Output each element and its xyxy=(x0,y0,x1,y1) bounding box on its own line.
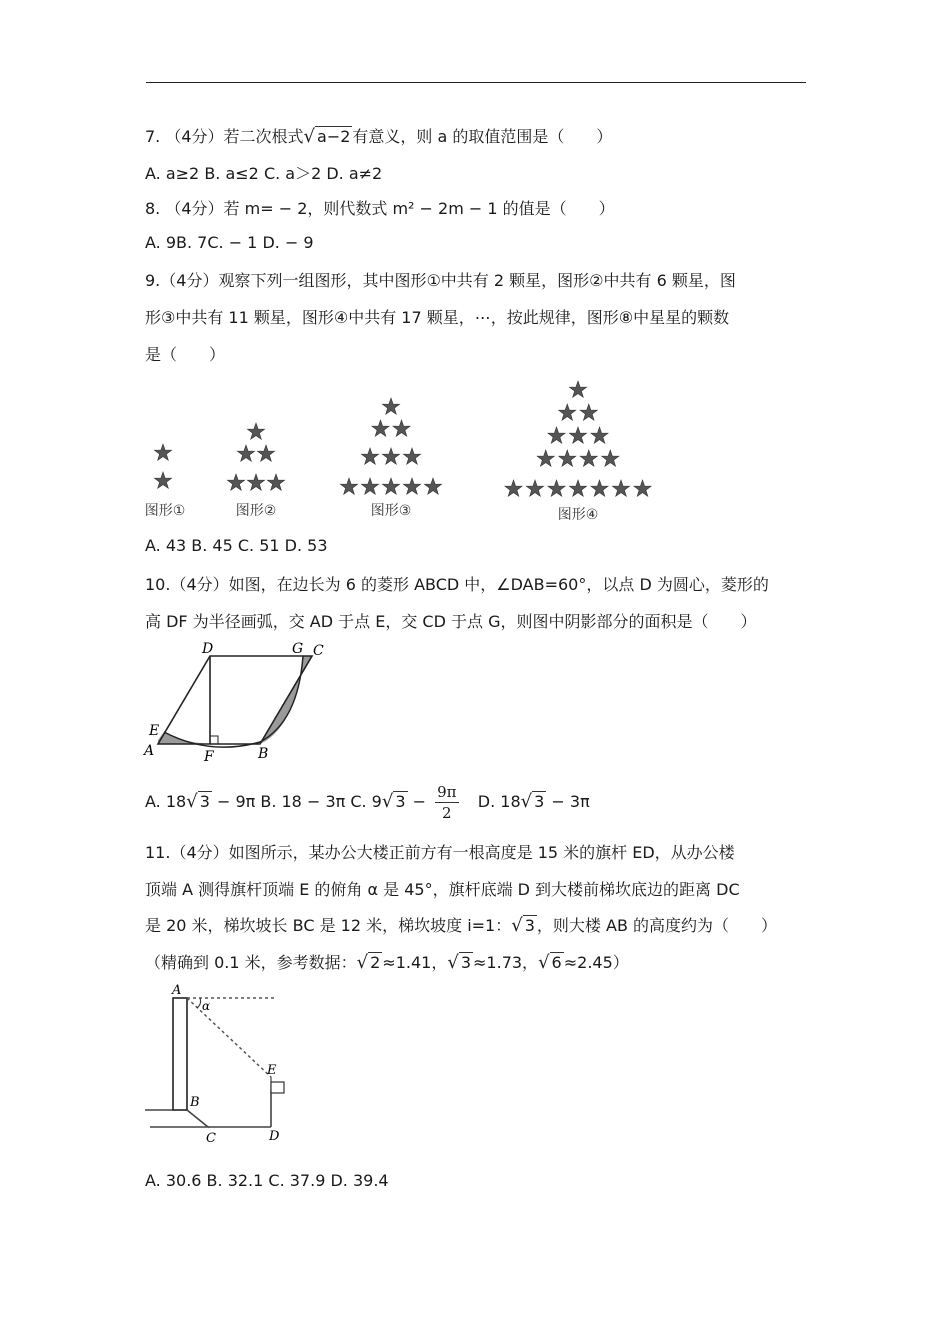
star-icon xyxy=(602,450,619,466)
star-icon xyxy=(403,478,420,494)
q10-sqrt-d: 3 xyxy=(534,792,545,811)
label-D: D xyxy=(202,641,214,657)
star-icon xyxy=(154,444,171,460)
rhombus-figure xyxy=(140,638,340,766)
star-icon xyxy=(403,448,420,464)
star-icon xyxy=(591,480,608,496)
q10-stem-line2: 高 DF 为半径画弧，交 AD 于点 E，交 CD 于点 G，则图中阴影部分的面积是（ ） xyxy=(145,612,757,631)
q7-stem-post: 有意义，则 a 的取值范围是（ ） xyxy=(352,127,613,146)
q11-stem-line3 xyxy=(145,913,777,936)
depression-sightline-ae xyxy=(187,998,271,1077)
radical-sign: √ xyxy=(520,791,533,812)
header-rule xyxy=(146,82,806,83)
q11-options: A. 30.6 B. 32.1 C. 37.9 D. 39.4 xyxy=(145,1171,389,1190)
right-angle-mark xyxy=(210,736,218,744)
star-icon xyxy=(580,404,597,420)
figure-4-stars xyxy=(505,381,651,496)
q11-stem-line1: 11.（4分）如图所示，某办公大楼正前方有一根高度是 15 米的旗杆 ED，从办公楼 xyxy=(145,843,735,862)
q11-l3-post: ，则大楼 AB 的高度约为（ ） xyxy=(536,916,778,935)
star-icon xyxy=(382,398,399,414)
star-icon xyxy=(237,445,254,461)
shaded-region-left xyxy=(158,732,210,744)
label-G: G xyxy=(292,641,304,657)
star-icon xyxy=(580,450,597,466)
flag xyxy=(271,1082,284,1093)
radical-sign: √ xyxy=(356,952,369,973)
star-icon xyxy=(569,427,586,443)
q8-stem: 8. （4分）若 m= − 2，则代数式 m² − 2m − 1 的值是（ ） xyxy=(145,199,615,218)
q11-sqrt6: 6 xyxy=(551,953,562,972)
q11-stem-line4 xyxy=(145,950,629,973)
star-icon xyxy=(247,474,264,490)
star-icon xyxy=(505,480,522,496)
q11-l4-c: ≈1.73， xyxy=(473,953,539,972)
label-C: C xyxy=(313,643,324,659)
star-icon xyxy=(548,480,565,496)
q9-stem-line2: 形③中共有 11 颗星，图形④中共有 17 颗星，⋯，按此规律，图形⑧中星星的颗数 xyxy=(145,308,730,327)
star-icon xyxy=(537,450,554,466)
star-icon xyxy=(267,474,284,490)
fraction-9pi-over-2 xyxy=(435,782,458,823)
q11-l3-pre: 是 20 米，梯坎坡长 BC 是 12 米，梯坎坡度 i=1： xyxy=(145,916,512,935)
q10-opt-c-mid: − xyxy=(407,792,432,811)
star-icon xyxy=(361,478,378,494)
q10-opt-d-post: − 3π xyxy=(546,792,590,811)
q8-options: A. 9B. 7C. − 1 D. − 9 xyxy=(145,233,314,252)
star-icon xyxy=(382,478,399,494)
figure-1-label: 图形① xyxy=(144,503,186,519)
radical-sign: √ xyxy=(186,791,198,812)
star-icon xyxy=(257,445,274,461)
figure-2-stars xyxy=(227,423,284,490)
label-C: C xyxy=(206,1131,216,1146)
figure-3-label: 图形③ xyxy=(370,503,412,519)
q7-radicand: a−2 xyxy=(317,127,351,146)
radical-sign: √ xyxy=(538,952,550,973)
q7-stem-pre: 7. （4分）若二次根式 xyxy=(145,127,304,146)
q7-stem xyxy=(145,124,612,147)
frac-numerator: 9π xyxy=(437,783,457,801)
q10-opt-d-pre: D. 18 xyxy=(477,792,521,811)
radical-sign: √ xyxy=(511,915,523,936)
star-icon xyxy=(372,420,389,436)
q10-sqrt-c: 3 xyxy=(395,792,406,811)
q10-options xyxy=(145,782,590,823)
figure-3-stars xyxy=(340,398,441,494)
star-icon xyxy=(634,480,651,496)
star-icon xyxy=(559,450,576,466)
label-D: D xyxy=(269,1129,280,1144)
arc-eg xyxy=(164,656,303,747)
radical-sign: √ xyxy=(447,952,459,973)
star-icon xyxy=(382,448,399,464)
q11-l4-b: ≈1.41， xyxy=(382,953,448,972)
q11-stem-line2: 顶端 A 测得旗杆顶端 E 的俯角 α 是 45°，旗杆底端 D 到大楼前梯坎底边的距离 DC xyxy=(145,880,740,899)
q10-opt-a-pre: A. 18 xyxy=(145,792,187,811)
label-B: B xyxy=(258,746,269,762)
q9-options: A. 43 B. 45 C. 51 D. 53 xyxy=(145,536,328,555)
star-icon xyxy=(154,472,171,488)
star-icon xyxy=(559,404,576,420)
star-icon xyxy=(526,480,543,496)
q11-sqrt3-slope: 3 xyxy=(524,916,535,935)
star-icon xyxy=(393,420,410,436)
star-icon xyxy=(247,423,264,439)
star-icon xyxy=(612,480,629,496)
star-icon xyxy=(361,448,378,464)
label-E: E xyxy=(267,1063,277,1078)
step-slope-bc xyxy=(150,1110,208,1127)
q10-opt-a-post: − 9π B. 18 − 3π C. 9 xyxy=(211,792,382,811)
label-B: B xyxy=(190,1095,200,1110)
building-ab xyxy=(173,998,187,1110)
star-icon xyxy=(340,478,357,494)
frac-denominator: 2 xyxy=(442,804,452,822)
star-icon xyxy=(569,381,586,397)
label-A: A xyxy=(144,743,155,759)
figure-2-label: 图形② xyxy=(235,503,277,519)
radical-sign: √ xyxy=(303,126,316,147)
star-icon xyxy=(548,427,565,443)
q9-stem-line1: 9.（4分）观察下列一组图形，其中图形①中共有 2 颗星，图形②中共有 6 颗星，图 xyxy=(145,271,736,290)
figure-1-stars xyxy=(154,444,171,488)
star-icon xyxy=(591,427,608,443)
star-icon xyxy=(227,474,244,490)
q9-stem-line3: 是（ ） xyxy=(145,345,226,364)
label-E: E xyxy=(149,723,160,739)
star-icon xyxy=(424,478,441,494)
label-F: F xyxy=(204,749,214,765)
q7-options: A. a≥2 B. a≤2 C. a＞2 D. a≠2 xyxy=(145,164,383,183)
star-icon xyxy=(569,480,586,496)
label-alpha: α xyxy=(202,999,211,1013)
label-A: A xyxy=(172,983,182,998)
building-flagpole-figure xyxy=(140,980,310,1148)
star-pattern-figure xyxy=(135,375,675,530)
q11-sqrt3: 3 xyxy=(460,953,472,972)
figure-4-label: 图形④ xyxy=(557,507,599,523)
q11-l4-d: ≈2.45） xyxy=(563,953,629,972)
q11-l4-a: （精确到 0.1 米，参考数据： xyxy=(145,953,357,972)
q11-sqrt2: 2 xyxy=(370,953,381,972)
alpha-arc xyxy=(197,998,201,1008)
q10-stem-line1: 10.（4分）如图，在边长为 6 的菱形 ABCD 中，∠DAB=60°，以点 D 为圆心，菱形的 xyxy=(145,575,769,594)
q10-sqrt-a: 3 xyxy=(199,792,210,811)
radical-sign: √ xyxy=(381,791,394,812)
